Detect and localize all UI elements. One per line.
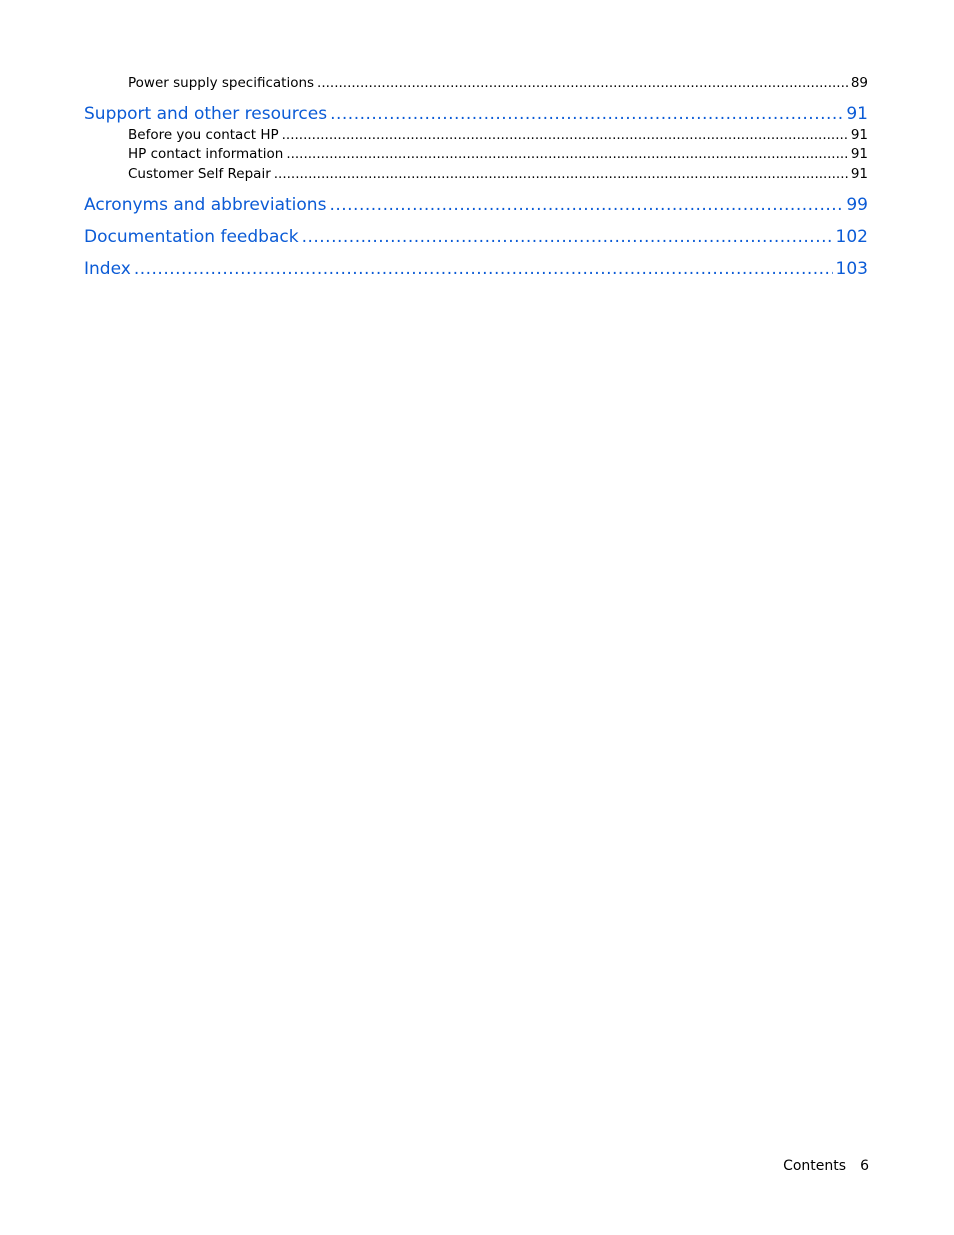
toc-entry-page: 91	[850, 166, 868, 182]
toc-leader-dots	[329, 195, 843, 215]
toc-entry-page: 102	[835, 227, 868, 247]
toc-entry-hp-contact-information[interactable]	[128, 146, 868, 162]
toc-entry-label: HP contact information	[128, 146, 284, 162]
toc-entry-label: Customer Self Repair	[128, 166, 271, 182]
toc-entry-support-and-other-resources[interactable]	[84, 104, 868, 124]
footer-section-name: Contents	[783, 1158, 847, 1174]
toc-leader-dots	[317, 75, 848, 91]
toc-entry-label: Support and other resources	[84, 104, 328, 124]
toc-leader-dots	[302, 227, 833, 247]
toc-leader-dots	[274, 166, 848, 182]
toc-entry-page: 89	[850, 75, 868, 91]
toc-leader-dots	[282, 127, 848, 143]
toc-entry-label: Acronyms and abbreviations	[84, 195, 327, 215]
toc-entry-power-supply-specifications[interactable]	[128, 75, 868, 91]
toc-leader-dots	[134, 259, 833, 279]
toc-leader-dots	[286, 146, 848, 162]
toc-entry-label: Before you contact HP	[128, 127, 279, 143]
page-footer	[783, 1158, 869, 1174]
toc-entry-page: 91	[850, 146, 868, 162]
toc-entry-before-you-contact-hp[interactable]	[128, 127, 868, 143]
toc-entry-page: 91	[846, 104, 868, 124]
toc-entry-label: Index	[84, 259, 131, 279]
toc-entry-index[interactable]	[84, 259, 868, 279]
footer-page-number: 6	[860, 1158, 869, 1174]
toc-entry-documentation-feedback[interactable]	[84, 227, 868, 247]
toc-entry-label: Documentation feedback	[84, 227, 299, 247]
toc-entry-label: Power supply specifications	[128, 75, 315, 91]
toc-entry-acronyms-and-abbreviations[interactable]	[84, 195, 868, 215]
toc-entry-page: 103	[835, 259, 868, 279]
toc-entry-page: 91	[850, 127, 868, 143]
toc-leader-dots	[330, 104, 843, 124]
toc-entry-page: 99	[846, 195, 868, 215]
toc-entry-customer-self-repair[interactable]	[128, 166, 868, 182]
